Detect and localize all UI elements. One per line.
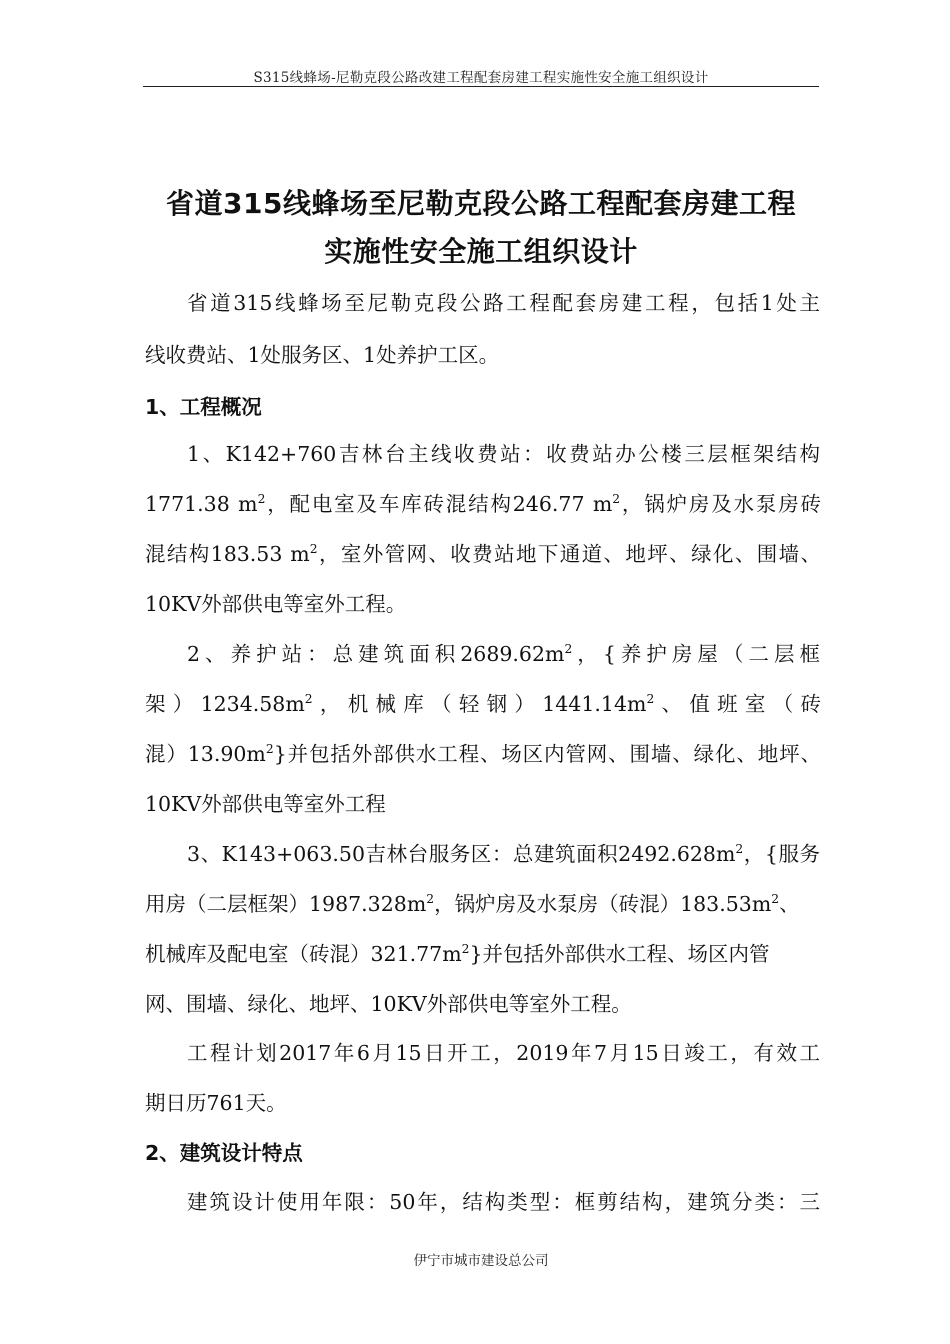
item-3-text: 、 [779,892,800,916]
item-3-text: 机械库及配电室（砖混）321.77m [145,942,462,966]
item-3-text: 用房（二层框架）1987.328m [145,892,427,916]
item-1-line-3 [145,537,821,567]
superscript: 2 [461,942,470,957]
item-3-text: ，锅炉房及水泵房（砖混）183.53m [434,892,772,916]
item-3-line-3 [145,937,770,967]
section-1-heading: 1、工程概况 [145,395,262,419]
item-1-text: 1771.38 m [145,492,258,516]
item-2-text: 架）1234.58m [145,692,305,716]
superscript: 2 [426,892,435,907]
item-3-text: 3、K143+063.50吉林台服务区：总建筑面积2492.628m [187,842,736,866]
page-footer: 伊宁市城市建设总公司 [413,1253,549,1269]
item-2-text: ，{养护房屋（二层框 [572,642,820,666]
superscript: 2 [646,692,655,707]
item-3-line-2 [145,887,800,917]
item-2-line-4: 10KV外部供电等室外工程 [145,792,386,816]
item-3-line-4: 网、围墙、绿化、地坪、10KV外部供电等室外工程。 [145,992,632,1016]
item-2-line-1 [187,637,820,667]
superscript: 2 [612,492,621,507]
section-2-heading: 2、建筑设计特点 [145,1141,303,1165]
item-1-text: 混结构183.53 m [145,542,310,566]
item-2-text: 混）13.90m [145,742,266,766]
document-title-line-1: 省道315线蜂场至尼勒克段公路工程配套房建工程 [166,187,796,220]
item-1-text: ，锅炉房及水泵房砖 [620,492,822,516]
item-1-text: ，配电室及车库砖混结构246.77 m [265,492,613,516]
item-2-text: }并包括外部供水工程、场区内管网、围墙、绿化、地坪、 [273,742,821,766]
item-2-line-2 [145,687,821,717]
item-2-text: 、值班室（砖 [654,692,821,716]
item-2-text: 2、养护站：总建筑面积2689.62m [187,642,565,666]
document-title-line-2: 实施性安全施工组织设计 [324,235,638,268]
superscript: 2 [564,642,573,657]
item-3-text: }并包括外部供水工程、场区内管 [469,942,770,966]
schedule-line-2: 期日历761天。 [145,1091,287,1115]
intro-line-1: 省道315线蜂场至尼勒克段公路工程配套房建工程，包括1处主 [187,291,820,315]
design-line-1: 建筑设计使用年限：50年，结构类型：框剪结构，建筑分类：三 [187,1190,820,1214]
intro-line-2: 线收费站、1处服务区、1处养护工区。 [145,343,500,367]
schedule-line-1: 工程计划2017年6月15日开工，2019年7月15日竣工，有效工 [187,1041,820,1065]
item-3-text: ，{服务 [743,842,820,866]
item-1-text: ，室外管网、收费站地下通道、地坪、绿化、围墙、 [317,542,822,566]
superscript: 2 [304,692,313,707]
item-3-line-1 [187,837,820,867]
superscript: 2 [309,542,318,557]
item-1-line-1: 1、K142+760吉林台主线收费站：收费站办公楼三层框架结构 [187,442,820,466]
header-divider [143,86,819,87]
item-1-line-4: 10KV外部供电等室外工程。 [145,592,407,616]
superscript: 2 [257,492,266,507]
superscript: 2 [265,742,274,757]
item-2-line-3 [145,737,821,767]
item-2-text: ，机械库（轻钢）1441.14m [312,692,647,716]
item-1-line-2 [145,487,821,517]
superscript: 2 [771,892,780,907]
superscript: 2 [735,842,744,857]
page-header: S315线蜂场-尼勒克段公路改建工程配套房建工程实施性安全施工组织设计 [253,70,709,86]
